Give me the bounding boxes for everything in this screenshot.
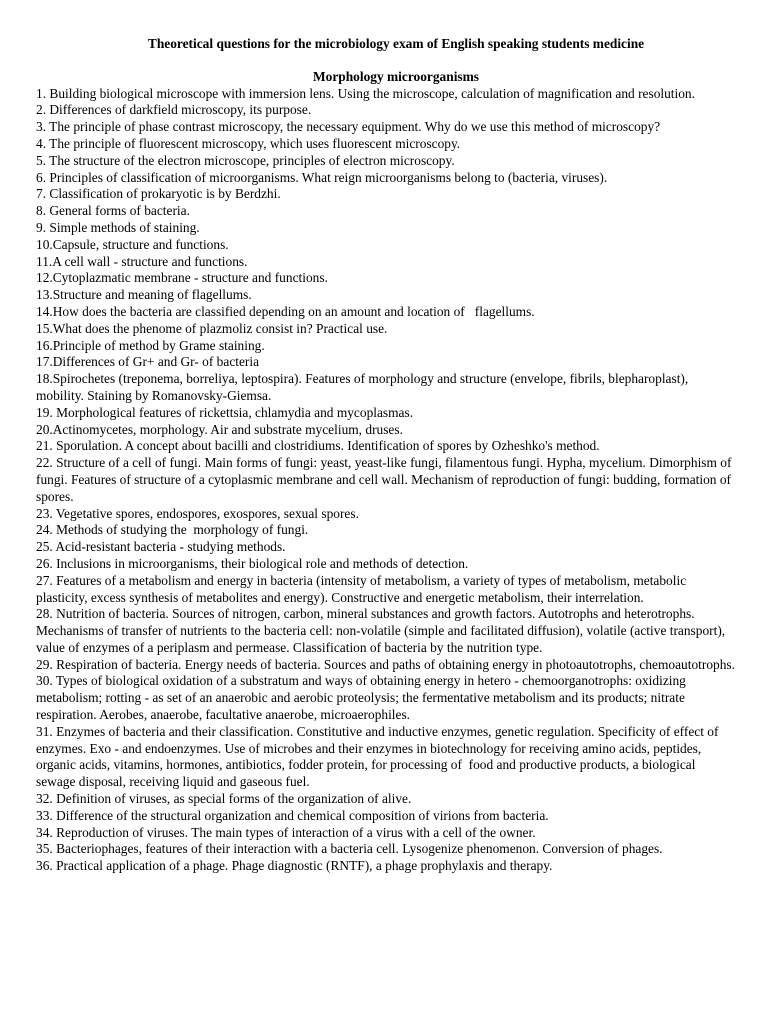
question-item: 3. The principle of phase contrast microscopy, the necessary equipment. Why do we use this method of microscopy? [36,119,661,135]
question-item: 12.Cytoplazmatic membrane - structure and functions. [36,270,328,286]
question-item: 34. Reproduction of viruses. The main types of interaction of a virus with a cell of the owner. [36,824,536,840]
question-item: 24. Methods of studying the morphology of fungi. [36,522,309,538]
question-item: 9. Simple methods of staining. [36,219,200,235]
question-item: 32. Definition of viruses, as special forms of the organization of alive. [36,791,412,807]
question-item: 13.Structure and meaning of flagellums. [36,287,252,303]
question-item: 23. Vegetative spores, endospores, exospores, sexual spores. [36,505,359,521]
question-item: 21. Sporulation. A concept about bacilli and clostridiums. Identification of spores by Ozheshko's method. [36,438,600,454]
section-title: Morphology microorganisms [312,68,479,84]
question-item: 29. Respiration of bacteria. Energy needs of bacteria. Sources and paths of obtaining energy in photoautotrophs, chemoautotrophs. [36,656,735,672]
question-item: 16.Principle of method by Grame staining. [36,337,265,353]
question-item: 14.How does the bacteria are classified depending on an amount and location of flagellums. [36,303,535,319]
document-title: Theoretical questions for the microbiology exam of English speaking students medicine [147,36,645,51]
question-item: 30. Types of biological oxidation of a substratum and ways of obtaining energy in hetero - chemoorganotrophs: oxidizing metabolism; rotting - as set of an anaerobic and aerobic proteolysis; the fermentative metabolism and its products; nitrate respiration. Aerobes, anaerobe, facultative anaerobe, microaerophiles. [36,673,690,723]
question-item: 33. Difference of the structural organization and chemical composition of virions from bacteria. [36,807,549,823]
question-item: 31. Enzymes of bacteria and their classification. Constitutive and inductive enzymes, genetic regulation. Specificity of effect of enzymes. Exo - and endoenzymes. Use of microbes and their enzymes in biotechnology for receiving amino acids, peptides, organic acids, vitamins, hormones, antibiotics, fodder protein, for processing of food and productive products, a biological sewage disposal, receiving liquid and gaseous fuel. [36,723,722,790]
question-item: 10.Capsule, structure and functions. [36,236,229,252]
question-item: 17.Differences of Gr+ and Gr- of bacteria [36,354,260,370]
question-item: 35. Bacteriophages, features of their interaction with a bacteria cell. Lysogenize phenomenon. Conversion of phages. [36,841,663,857]
document-page [36,36,736,875]
question-item: 26. Inclusions in microorganisms, their biological role and methods of detection. [36,555,469,571]
question-item: 4. The principle of fluorescent microscopy, which uses fluorescent microscopy. [36,135,461,151]
question-item: 2. Differences of darkfield microscopy, its purpose. [36,102,312,118]
question-item: 25. Acid-resistant bacteria - studying methods. [36,539,286,555]
question-item: 15.What does the phenome of plazmoliz consist in? Practical use. [36,320,388,336]
question-item: 11.A cell wall - structure and functions. [36,253,248,269]
question-item: 36. Practical application of a phage. Phage diagnostic (RNTF), a phage prophylaxis and therapy. [36,858,553,874]
question-item: 28. Nutrition of bacteria. Sources of nitrogen, carbon, mineral substances and growth factors. Autotrophs and heterotrophs. Mechanisms of transfer of nutrients to the bacteria cell: non-volatile (simple and facilitated diffusion), volatile (active transport), value of enzymes of a periplasm and permease. Classification of bacteria by the nutrition type. [36,606,729,655]
question-item: 22. Structure of a cell of fungi. Main forms of fungi: yeast, yeast-like fungi, filamentous fungi. Hypha, mycelium. Dimorphism of fungi. Features of structure of a cytoplasmic membrane and cell wall. Mechanism of reproduction of fungi: budding, formation of spores. [36,455,735,504]
question-item: 1. Building biological microscope with immersion lens. Using the microscope, calculation of magnification and resolution. [36,85,695,101]
question-list [36,86,736,875]
question-item: 20.Actinomycetes, morphology. Air and substrate mycelium, druses. [36,421,403,437]
question-item: 27. Features of a metabolism and energy in bacteria (intensity of metabolism, a variety of types of metabolism, metabolic plasticity, excess synthesis of metabolites and energy). Constructive and energetic metabolism, their interrelation. [36,572,690,605]
question-item: 8. General forms of bacteria. [36,203,190,219]
question-item: 19. Morphological features of rickettsia, chlamydia and mycoplasmas. [36,404,414,420]
question-item: 6. Principles of classification of microorganisms. What reign microorganisms belong to (bacteria, viruses). [36,169,608,185]
question-item: 5. The structure of the electron microscope, principles of electron microscopy. [36,152,455,168]
question-item: 7. Classification of prokaryotic is by Berdzhi. [36,186,281,202]
question-item: 18.Spirochetes (treponema, borreliya, leptospira). Features of morphology and structure (envelope, fibrils, blepharoplast), mobility. Staining by Romanovsky-Giemsa. [36,371,692,403]
